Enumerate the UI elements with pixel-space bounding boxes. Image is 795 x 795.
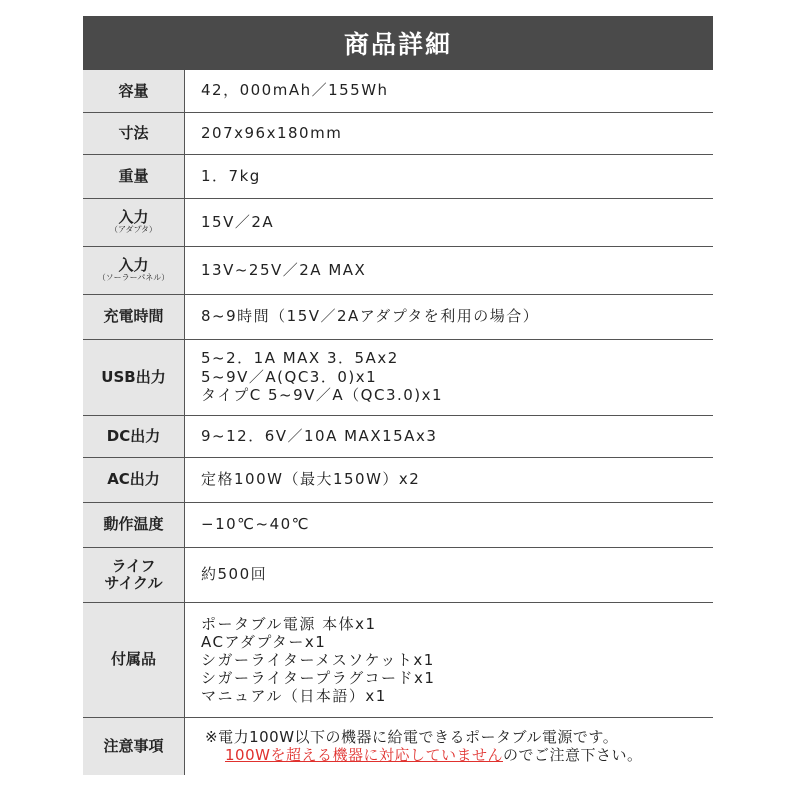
table-row [83, 339, 713, 415]
notes-line-1: ※電力100W以下の機器に給電できるポータブル電源です。 [205, 727, 619, 746]
row-value: ポータブル電源 本体x1 ACアダプターx1 シガーライターメスソケットx1 シガーライタープラグコードx1 マニュアル（日本語）x1 [185, 602, 714, 717]
table-row [83, 70, 713, 112]
row-label: 容量 [83, 70, 185, 112]
row-label: DC出力 [83, 415, 185, 457]
row-label: 付属品 [83, 602, 185, 717]
warning-text: 100Wを超える機器に対応していません [225, 746, 503, 765]
notes-line-2: 100Wを超える機器に対応していませんのでご注意下さい。 [225, 746, 643, 765]
row-label: 充電時間 [83, 294, 185, 339]
row-value: 15V／2A [185, 198, 714, 246]
spec-table [83, 70, 713, 775]
row-value: 約500回 [185, 547, 714, 602]
row-value: 207x96x180mm [185, 112, 714, 154]
table-row [83, 415, 713, 457]
row-value: 13V~25V／2A MAX [185, 246, 714, 294]
table-row [83, 294, 713, 339]
table-row [83, 112, 713, 154]
row-value: 9~12．6V／10A MAX15Ax3 [185, 415, 714, 457]
row-value: −10℃~40℃ [185, 502, 714, 547]
table-row [83, 457, 713, 502]
table-row [83, 198, 713, 246]
row-label: USB出力 [83, 339, 185, 415]
table-row [83, 602, 713, 717]
page-title: 商品詳細 [83, 16, 713, 70]
table-row [83, 502, 713, 547]
row-value: 1．7kg [185, 154, 714, 198]
notes-label: 注意事項 [83, 717, 185, 775]
row-value: 8~9時間（15V／2Aアダプタを利用の場合） [185, 294, 714, 339]
row-label: ライフ サイクル [83, 547, 185, 602]
row-value: 定格100W（最大150W）x2 [185, 457, 714, 502]
table-row-notes [83, 717, 713, 775]
row-label: 寸法 [83, 112, 185, 154]
table-row [83, 246, 713, 294]
row-label: 重量 [83, 154, 185, 198]
row-label: 動作温度 [83, 502, 185, 547]
row-label: AC出力 [83, 457, 185, 502]
row-label: 入力 （ソーラーパネル） [83, 246, 185, 294]
row-value: 5~2．1A MAX 3．5Ax2 5~9V／A(QC3．0)x1 タイプC 5~9V／A（QC3.0)x1 [185, 339, 714, 415]
spec-sheet [83, 16, 713, 775]
row-value: 42，000mAh／155Wh [185, 70, 714, 112]
table-row [83, 154, 713, 198]
notes-value [185, 717, 714, 775]
table-row [83, 547, 713, 602]
row-label: 入力 （アダプタ） [83, 198, 185, 246]
